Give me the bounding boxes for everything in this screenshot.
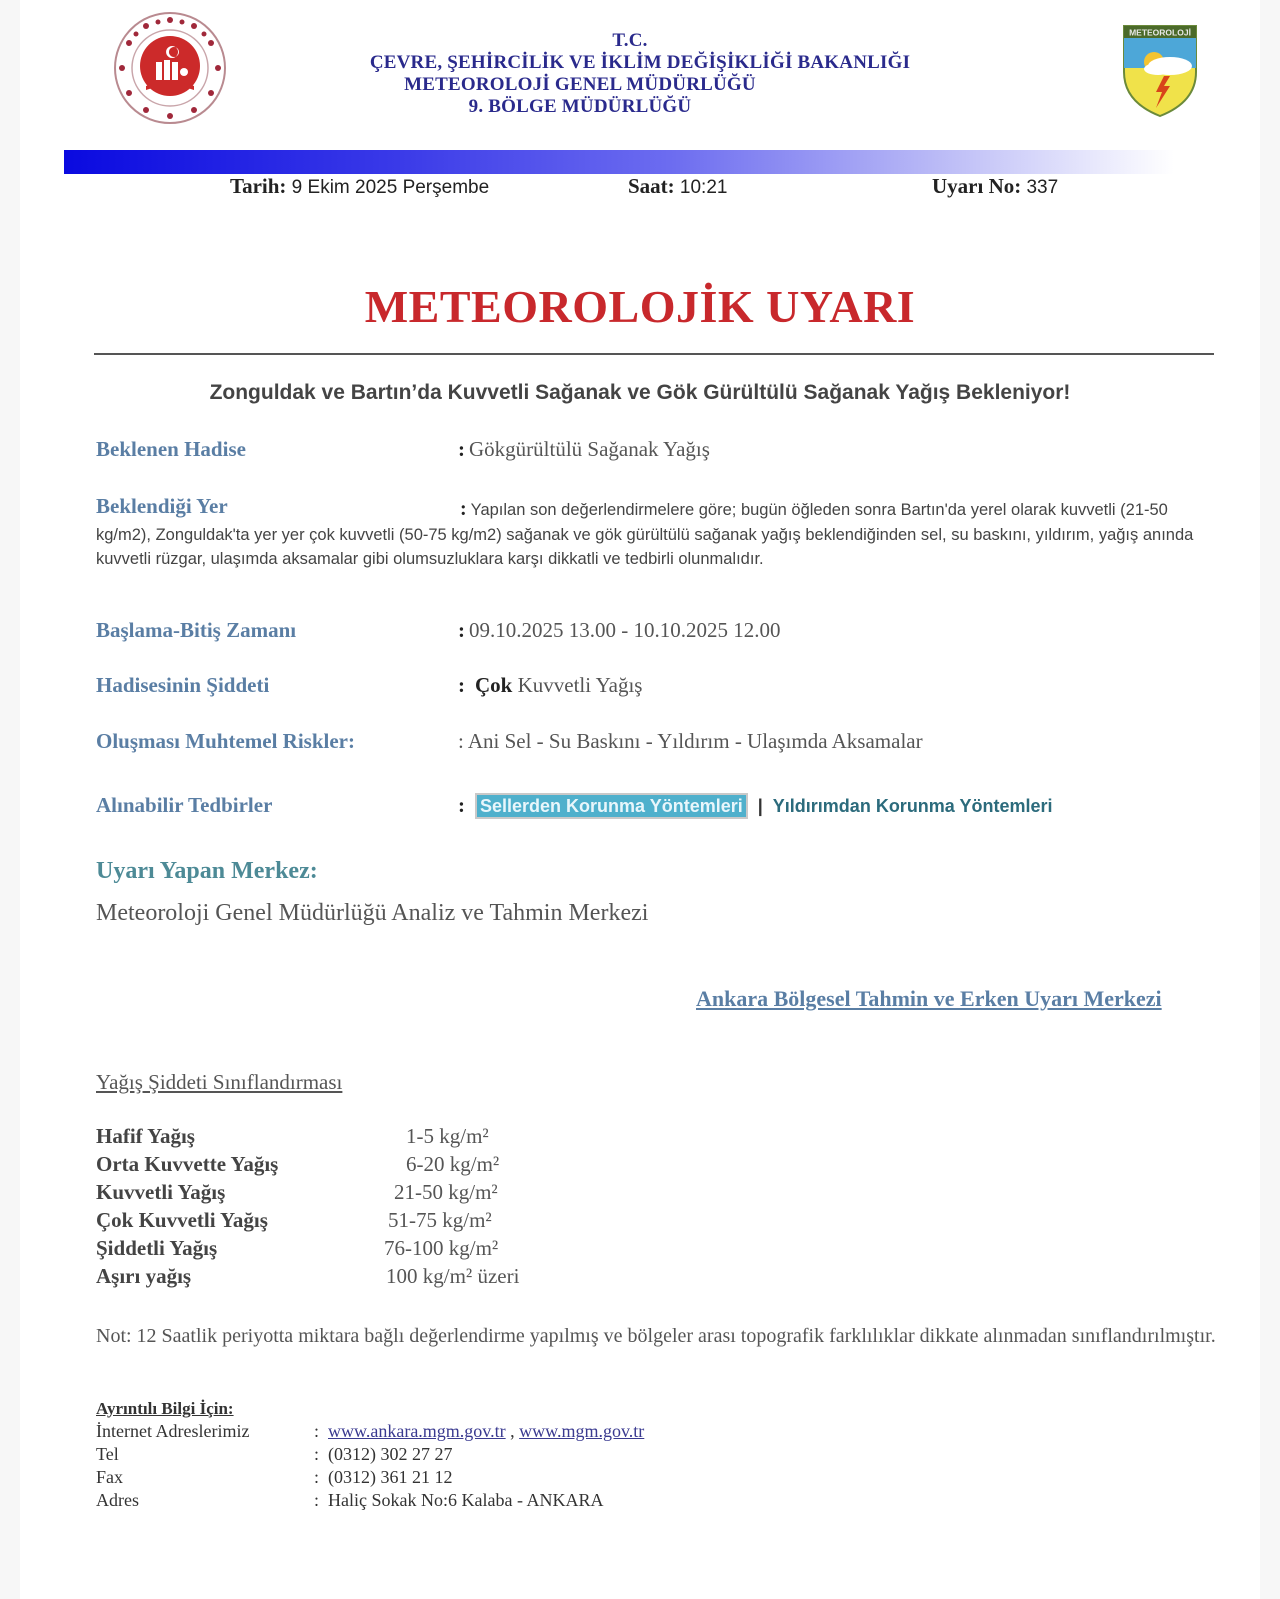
- contact-title: Ayrıntılı Bilgi İçin:: [96, 1399, 234, 1418]
- header-tc: T.C.: [612, 30, 648, 51]
- severity-text: Kuvvetli Yağış: [517, 673, 643, 697]
- class-row-name: Kuvvetli Yağış: [96, 1180, 226, 1204]
- event-text: Gökgürültülü Sağanak Yağış: [469, 437, 710, 461]
- risks-label: Oluşması Muhtemel Riskler:: [96, 729, 355, 753]
- mgm-link[interactable]: www.mgm.gov.tr: [519, 1421, 645, 1441]
- header-gradient-bar: [64, 150, 1174, 174]
- header-directorate: METEOROLOJİ GENEL MÜDÜRLÜĞÜ: [404, 74, 756, 95]
- colon: :: [458, 793, 465, 817]
- risks-text: Ani Sel - Su Baskını - Yıldırım - Ulaşımda Aksamalar: [467, 729, 923, 753]
- class-row-range: 1-5 kg/m²: [406, 1124, 489, 1148]
- warning-document: [20, 0, 1260, 1599]
- met-logo-text: METEOROLOJİ: [1129, 27, 1191, 38]
- tel-value: [314, 1444, 453, 1465]
- severity-label: Hadisesinin Şiddeti: [96, 673, 270, 697]
- risks-value: [458, 729, 923, 754]
- title-divider: [94, 353, 1214, 355]
- colon: :: [458, 673, 465, 697]
- measures-value: [458, 793, 1053, 818]
- address-label: Adres: [96, 1490, 139, 1510]
- event-value: [458, 437, 710, 462]
- issuer-label: Uyarı Yapan Merkez:: [96, 858, 318, 884]
- warning-number: [932, 174, 1058, 199]
- place-value: [96, 497, 1216, 572]
- place-label: Beklendiği Yer: [96, 494, 228, 518]
- fax-label: Fax: [96, 1467, 123, 1487]
- header-ministry: ÇEVRE, ŞEHİRCİLİK VE İKLİM DEĞİŞİKLİĞİ BAKANLIĞI: [369, 52, 911, 73]
- warning-no-value: 337: [1026, 177, 1059, 198]
- colon: :: [314, 1467, 320, 1487]
- warning-headline: Zonguldak ve Bartın’da Kuvvetli Sağanak ve Gök Gürültülü Sağanak Yağış Bekleniyor!: [209, 381, 1071, 404]
- time-value: 10:21: [679, 177, 728, 198]
- regional-center-link[interactable]: Ankara Bölgesel Tahmin ve Erken Uyarı Merkezi: [696, 986, 1162, 1011]
- class-row-name: Aşırı yağış: [96, 1264, 192, 1288]
- meteorology-logo-icon: [1120, 22, 1200, 118]
- date-value: 9 Ekim 2025 Perşembe: [291, 177, 490, 198]
- fax-number: (0312) 361 21 12: [328, 1467, 453, 1487]
- class-row-name: Hafif Yağış: [96, 1124, 195, 1148]
- colon: :: [314, 1444, 320, 1464]
- classification-note: Not: 12 Saatlik periyotta miktara bağlı değerlendirme yapılmış ve bölgeler arası topografik farklılıklar dikkate alınmadan sınıflandırılmıştır.: [96, 1325, 1216, 1347]
- class-row-range: 51-75 kg/m²: [388, 1208, 492, 1232]
- time-range-text: 09.10.2025 13.00 - 10.10.2025 12.00: [469, 618, 781, 642]
- event-label: Beklenen Hadise: [96, 437, 246, 461]
- class-row-name: Çok Kuvvetli Yağış: [96, 1208, 268, 1232]
- class-row-name: Şiddetli Yağış: [96, 1236, 218, 1260]
- colon: :: [458, 437, 465, 461]
- colon: :: [458, 618, 465, 642]
- address-text: Haliç Sokak No:6 Kalaba - ANKARA: [328, 1490, 604, 1510]
- class-row-name: Orta Kuvvette Yağış: [96, 1152, 279, 1176]
- colon: :: [314, 1421, 320, 1441]
- issuer-value: Meteoroloji Genel Müdürlüğü Analiz ve Tahmin Merkezi: [96, 900, 649, 926]
- time-range-label: Başlama-Bitiş Zamanı: [96, 618, 297, 642]
- severity-value: [458, 673, 642, 698]
- class-row-range: 100 kg/m² üzeri: [386, 1264, 520, 1288]
- ankara-mgm-link[interactable]: www.ankara.mgm.gov.tr: [328, 1421, 506, 1441]
- tel-number: (0312) 302 27 27: [328, 1444, 453, 1464]
- class-row-range: 76-100 kg/m²: [384, 1236, 499, 1260]
- link-comma: ,: [510, 1421, 515, 1441]
- flood-protection-link[interactable]: Sellerden Korunma Yöntemleri: [475, 793, 748, 819]
- time-range-value: [458, 618, 781, 643]
- warning-time: [628, 174, 727, 199]
- link-separator: |: [757, 796, 763, 816]
- header-region: 9. BÖLGE MÜDÜRLÜĞÜ: [468, 96, 692, 117]
- colon: :: [460, 498, 467, 520]
- colon: :: [314, 1490, 320, 1510]
- measures-label: Alınabilir Tedbirler: [96, 793, 273, 817]
- date-label: Tarih:: [230, 174, 287, 198]
- class-row-range: 6-20 kg/m²: [406, 1152, 500, 1176]
- colon: :: [458, 729, 464, 753]
- document-title: METEOROLOJİK UYARI: [364, 281, 916, 332]
- warning-date: [230, 174, 489, 199]
- classification-title: Yağış Şiddeti Sınıflandırması: [96, 1070, 343, 1094]
- tel-label: Tel: [96, 1444, 119, 1464]
- severity-bold: Çok: [475, 673, 513, 697]
- time-label: Saat:: [628, 174, 675, 198]
- class-row-range: 21-50 kg/m²: [394, 1180, 498, 1204]
- warning-no-label: Uyarı No:: [932, 174, 1022, 198]
- internet-value: [314, 1421, 644, 1442]
- internet-label: İnternet Adreslerimiz: [96, 1421, 250, 1441]
- address-value: [314, 1490, 603, 1511]
- fax-value: [314, 1467, 453, 1488]
- place-text: Yapılan son değerlendirmelere göre; bugün öğleden sonra Bartın'da yerel olarak kuvvetli (21-50 kg/m2), Zonguldak'ta yer yer çok kuvvetli (50-75 kg/m2) sağanak ve gök gürültülü sağanak yağış beklendiğinden sel, su baskını, yıldırım, yağış anında kuvvetli rüzgar, ulaşımda aksamalar gibi olumsuzluklara karşı dikkatli ve tedbirli olunmalıdır.: [96, 501, 1194, 568]
- lightning-protection-link[interactable]: Yıldırımdan Korunma Yöntemleri: [772, 796, 1053, 816]
